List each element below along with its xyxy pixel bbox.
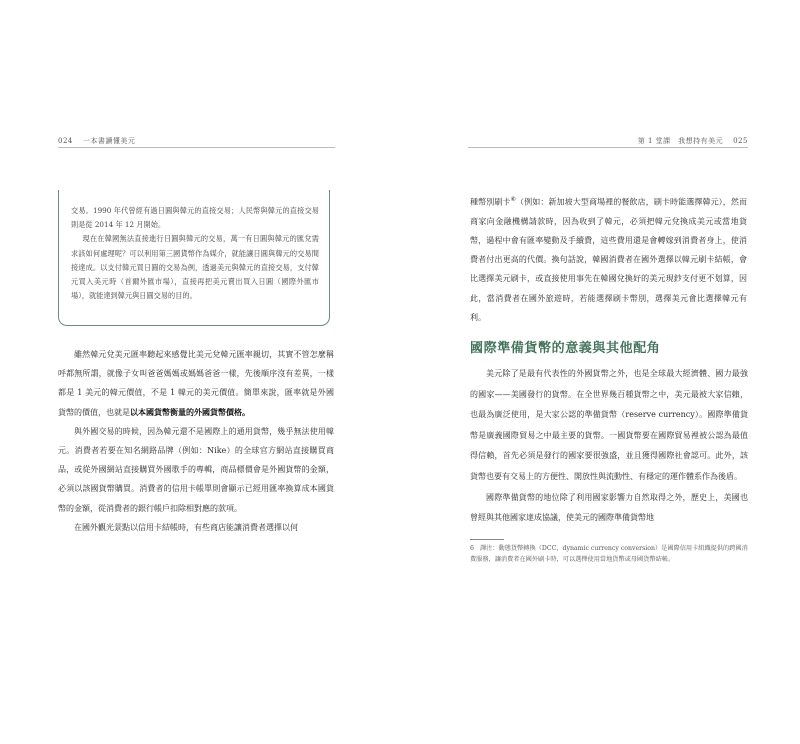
body-paragraph: 與外國交易的時候，因為韓元還不是國際上的通用貨幣，幾乎無法使用韓元。消費者若要在知名網路品牌（例如：Nike）的全球官方網站直接購買商品，或從外國網站直接購買外國歌手的專輯，商品標價會是外國貨幣的金額，必須以該國貨幣購買。消費者的信用卡帳單則會顯示已經用匯率換算成本國貨幣的金額，從消費者的銀行帳戶扣除相對應的款項。 xyxy=(58,426,334,513)
running-title: 一本書讀懂美元 xyxy=(82,137,136,145)
box-paragraph: 現在在韓國無法直接進行日圓與韓元的交易，萬一有日圓與韓元的匯兌需求該如何處理呢？可以利用第三國貨幣作為媒介，就能讓日圓與韓元的交易間接達成。以支付韓元買日圓的交易為例，透過美元與韓元的直接交易，支付韓元買入美元時（首爾外匯市場），直接再把美元賣出買入日圓（國際外匯市場），就能達到韓元與日圓交易的目的。 xyxy=(71,234,319,301)
emphasis-text: 以本國貨幣衡量的外國貨幣價格。 xyxy=(130,406,250,417)
body-text xyxy=(58,345,334,537)
running-title: 第 1 堂課 我想持有美元 xyxy=(637,137,724,145)
body-paragraph: 美元除了是最有代表性的外國貨幣之外，也是全球最大經濟體、國力最強的國家——美國發行的貨幣。在全世界幾百種貨幣之中，美元最被大家信賴，也最為廣泛使用，是大家公認的準備貨幣（reserve currency）。國際準備貨幣是廣義國際貿易之中最主要的貨幣。一國貨幣要在國際貿易裡被公認為最值得信賴，首先必須是發行的國家要很強盛，並且獲得國際社會認可。此外，該貨幣也要有交易上的方便性、開放性與流動性、有穩定的運作體系作為後盾。 xyxy=(470,369,748,481)
footnote-rule xyxy=(470,539,504,540)
body-paragraph xyxy=(58,345,334,422)
running-head xyxy=(638,136,748,146)
running-head xyxy=(58,136,135,146)
paragraph-text: 雖然韓元兌美元匯率聽起來感覺比美元兌韓元匯率親切，其實不管怎麼稱呼都無所謂，就像子女叫爸爸媽媽或媽媽爸爸一樣，先後順序沒有差異，一樣都是 1 美元的韓元價值，不是 1 韓元的美元價值。簡單來說，匯率就是外國貨幣的價值，也就是 xyxy=(58,350,334,417)
footnote xyxy=(470,543,748,565)
footnote-text: 譯注：動態貨幣轉換（DCC，dynamic currency conversion）是國際信用卡組織提供的跨國消費服務，讓消費者在國外刷卡時，可以選擇使用當地貨幣或母國貨幣結帳。 xyxy=(470,545,748,563)
body-text xyxy=(470,190,747,327)
body-paragraph: 在國外觀光景點以信用卡結帳時，有些商店能讓消費者選擇以何 xyxy=(74,522,298,532)
header-rule xyxy=(468,147,748,148)
paragraph-text: （例如：新加坡大型商場裡的餐飲店，刷卡時能選擇韓元），然而商家向金融機構請款時，因為收到了韓元，必須把韓元兌換成美元或當地貨幣，過程中會有匯率變動及手續費，這些費用還是會轉嫁到消費者身上，使消費者付出更高的代價。換句話說，韓國消費者在國外選擇以韓元刷卡結帳，會比選擇美元刷卡，或直接使用事先在韓國兌換好的美元現鈔支付更不划算，因此，當消費者在國外旅遊時，若能選擇刷卡幣別，選擇美元會比選擇韓元有利。 xyxy=(470,197,748,322)
paragraph-text: 種幣別刷卡 xyxy=(470,197,511,207)
box-paragraph: 交易。1990 年代曾經有過日圓與韓元的直接交易；人民幣與韓元的直接交易則是從 2014 年 12 月開始。 xyxy=(71,206,319,230)
right-page xyxy=(400,0,800,744)
body-paragraph: 國際準備貨幣的地位除了利用國家影響力自然取得之外，歷史上，美國也曾經與其他國家達成協議，使美元的國際準備貨幣地 xyxy=(470,492,748,523)
footnote-marker: ⑥ xyxy=(510,196,517,203)
footnote-number: 6 xyxy=(470,545,474,552)
sidebar-box xyxy=(58,190,330,326)
body-paragraph xyxy=(470,190,747,327)
page-number: 025 xyxy=(733,137,748,145)
body-text xyxy=(470,364,748,529)
header-rule xyxy=(58,147,335,148)
page-number: 024 xyxy=(58,137,73,145)
section-title: 國際準備貨幣的意義與其他配角 xyxy=(470,341,661,356)
